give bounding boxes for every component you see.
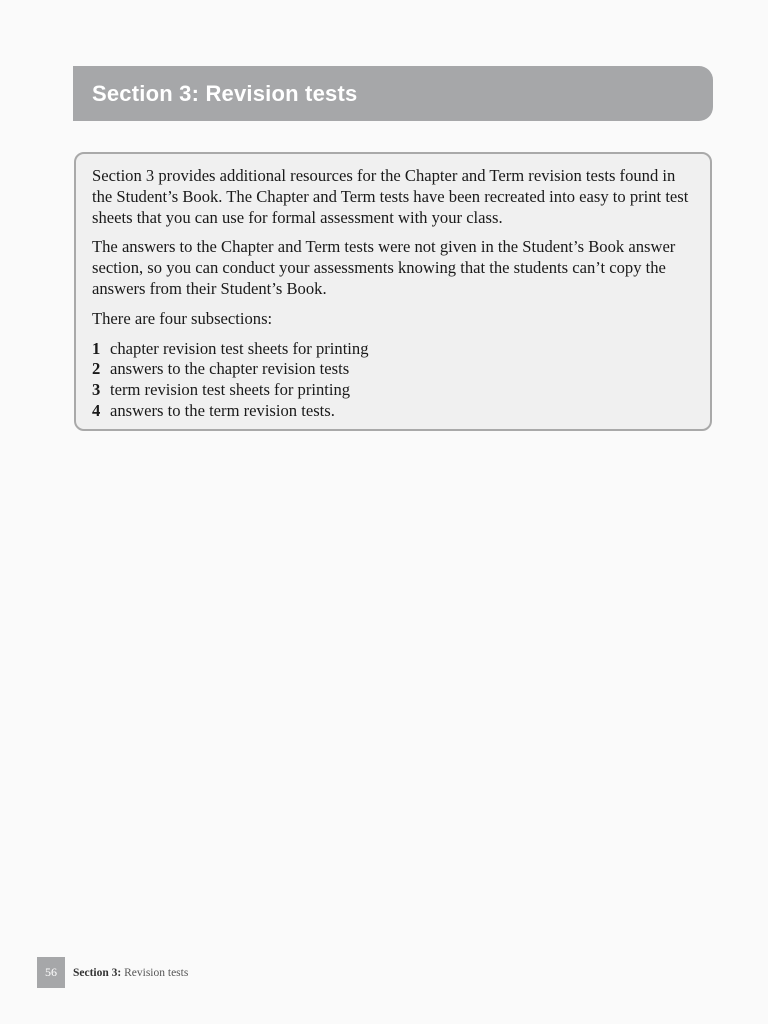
list-item-number: 2 (92, 359, 101, 379)
list-item (92, 401, 692, 422)
list-item-text: answers to the term revision tests. (110, 400, 335, 420)
list-item-number: 4 (92, 400, 101, 420)
subsection-list (92, 339, 692, 422)
list-item-text: answers to the chapter revision tests (110, 359, 350, 379)
page-footer (37, 957, 188, 988)
list-item (92, 359, 692, 380)
list-item-number: 3 (92, 380, 101, 400)
footer-section-label: Section 3: (73, 966, 122, 979)
subsections-intro: There are four subsections: (92, 308, 273, 328)
list-item-text: term revision test sheets for printing (110, 380, 351, 400)
list-item (92, 339, 692, 360)
intro-box (74, 152, 712, 431)
section-title: Section 3: Revision tests (92, 80, 358, 106)
list-item-number: 1 (92, 338, 101, 358)
section-banner (73, 66, 713, 121)
intro-paragraph-1: Section 3 provides additional resources for the Chapter and Term revision tests found in the Student’s Book. The Chapter and Term tests have been recreated into easy to print test sheets that you can use for formal assessment with your class. (92, 166, 689, 227)
list-item-text: chapter revision test sheets for printing (110, 338, 369, 358)
list-item (92, 380, 692, 401)
page-number: 56 (37, 957, 65, 988)
footer-section-title (73, 967, 188, 979)
footer-section-name: Revision tests (121, 966, 189, 979)
intro-paragraph-2: The answers to the Chapter and Term tests were not given in the Student’s Book answer section, so you can conduct your assessments knowing that the students can’t copy the answers from their Student’s Book. (92, 237, 676, 298)
